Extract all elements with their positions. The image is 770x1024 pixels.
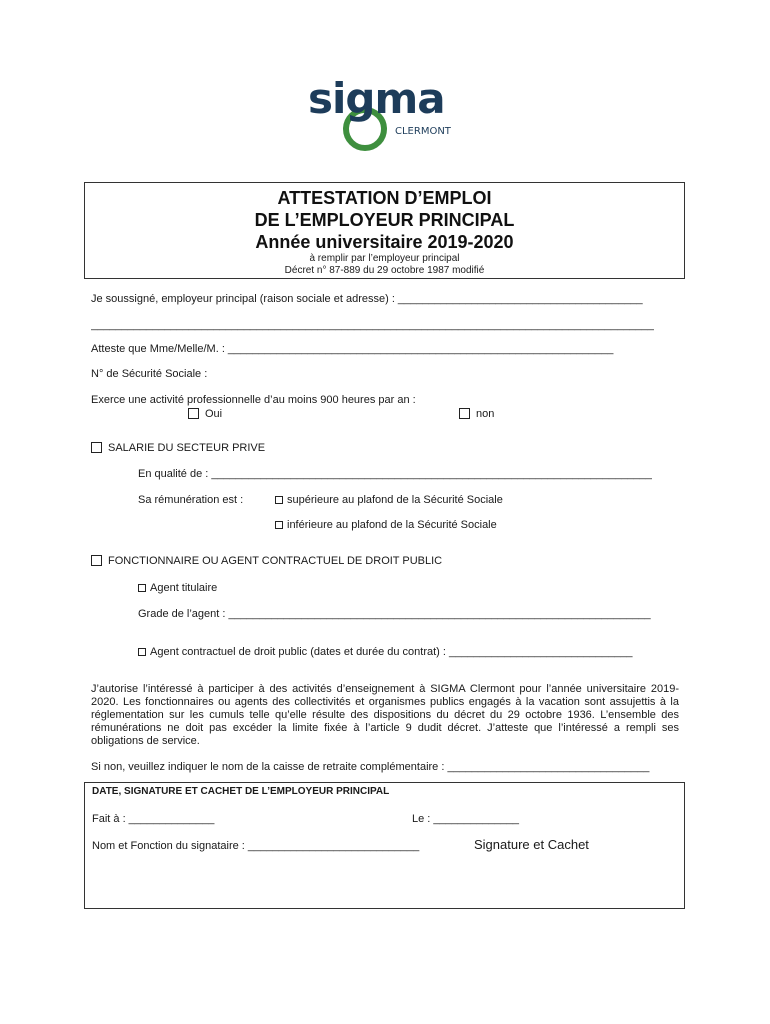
inferieure-option[interactable]	[275, 519, 497, 531]
superieure-label: supérieure au plafond de la Sécurité Sociale	[287, 494, 503, 506]
salarie-label: SALARIE DU SECTEUR PRIVE	[108, 442, 266, 454]
remuneration-label: Sa rémunération est :	[138, 494, 244, 506]
title-sub-2: Décret n° 87-889 du 29 octobre 1987 modifié	[284, 265, 485, 276]
non-label: non	[476, 408, 495, 420]
titulaire-option[interactable]	[138, 582, 217, 594]
oui-checkbox[interactable]	[188, 408, 199, 419]
grade-field[interactable]: Grade de l’agent : _____________________________________________________________________	[138, 608, 651, 620]
sigma-clermont-logo	[305, 76, 475, 158]
employer-address-field[interactable]: ____________________________________________________________________________________________	[91, 319, 654, 331]
salarie-checkbox[interactable]	[91, 442, 102, 453]
oui-option[interactable]	[188, 408, 222, 420]
signature-box	[84, 782, 685, 909]
fonctionnaire-label: FONCTIONNAIRE OU AGENT CONTRACTUEL DE DROIT PUBLIC	[108, 555, 443, 567]
qualite-field[interactable]: En qualité de : ________________________________________________________________________	[138, 468, 652, 480]
social-security-field[interactable]: N° de Sécurité Sociale :	[91, 368, 208, 380]
titulaire-checkbox[interactable]	[138, 584, 146, 592]
employee-name-field[interactable]: Atteste que Mme/Melle/M. : _______________________________________________________________	[91, 343, 614, 355]
fonctionnaire-option[interactable]	[91, 555, 442, 567]
fonctionnaire-checkbox[interactable]	[91, 555, 102, 566]
activity-question: Exerce une activité professionnelle d’au moins 900 heures par an :	[91, 394, 416, 406]
title-line-2: DE L’EMPLOYEUR PRINCIPAL	[254, 210, 515, 230]
fait-a-field[interactable]: Fait à : ______________	[92, 813, 215, 825]
oui-label: Oui	[205, 408, 223, 420]
date-field[interactable]: Le : ______________	[412, 813, 520, 825]
contractuel-label: Agent contractuel de droit public (dates et durée du contrat) : ______________________________	[150, 646, 633, 658]
inferieure-label: inférieure au plafond de la Sécurité Sociale	[287, 519, 497, 531]
title-box	[84, 182, 685, 279]
signature-box-header: DATE, SIGNATURE ET CACHET DE L’EMPLOYEUR PRINCIPAL	[92, 786, 390, 797]
title-sub-1: à remplir par l’employeur principal	[309, 253, 460, 264]
authorization-paragraph: J’autorise l’intéressé à participer à des activités d’enseignement à SIGMA Clermont pour l’année universitaire 2019-2020. Les fonctionnaires ou agents des collectivités et organismes publics engagés à la vacation sont assujettis à la réglementation sur les cumuls telle qu’elle résulte des dispositions du décret du 29 octobre 1936. L’ensemble des rémunérations ne doit pas excéder la limite fixée à l’article 9 dudit décret. J’atteste que l’intéressé a rempli ses obligations de service.	[91, 683, 679, 747]
salarie-option[interactable]	[91, 442, 265, 454]
superieure-checkbox[interactable]	[275, 496, 283, 504]
logo-subtitle: CLERMONT	[395, 126, 451, 137]
logo-graphic	[305, 76, 475, 158]
non-option[interactable]	[459, 408, 494, 420]
logo-word: sigma	[308, 76, 445, 123]
signature-cachet-label: Signature et Cachet	[474, 837, 589, 852]
title-line-1: ATTESTATION D’EMPLOI	[277, 188, 492, 208]
superieure-option[interactable]	[275, 494, 503, 506]
inferieure-checkbox[interactable]	[275, 521, 283, 529]
signatory-field[interactable]: Nom et Fonction du signataire : ____________________________	[92, 840, 420, 852]
non-checkbox[interactable]	[459, 408, 470, 419]
titulaire-label: Agent titulaire	[150, 582, 218, 594]
retraite-field[interactable]: Si non, veuillez indiquer le nom de la caisse de retraite complémentaire : _________________________________	[91, 761, 650, 773]
title-line-3: Année universitaire 2019-2020	[255, 232, 514, 252]
employer-field[interactable]: Je soussigné, employeur principal (raison sociale et adresse) : ________________________________________	[91, 293, 643, 305]
contractuel-option[interactable]	[138, 646, 633, 658]
contractuel-checkbox[interactable]	[138, 648, 146, 656]
